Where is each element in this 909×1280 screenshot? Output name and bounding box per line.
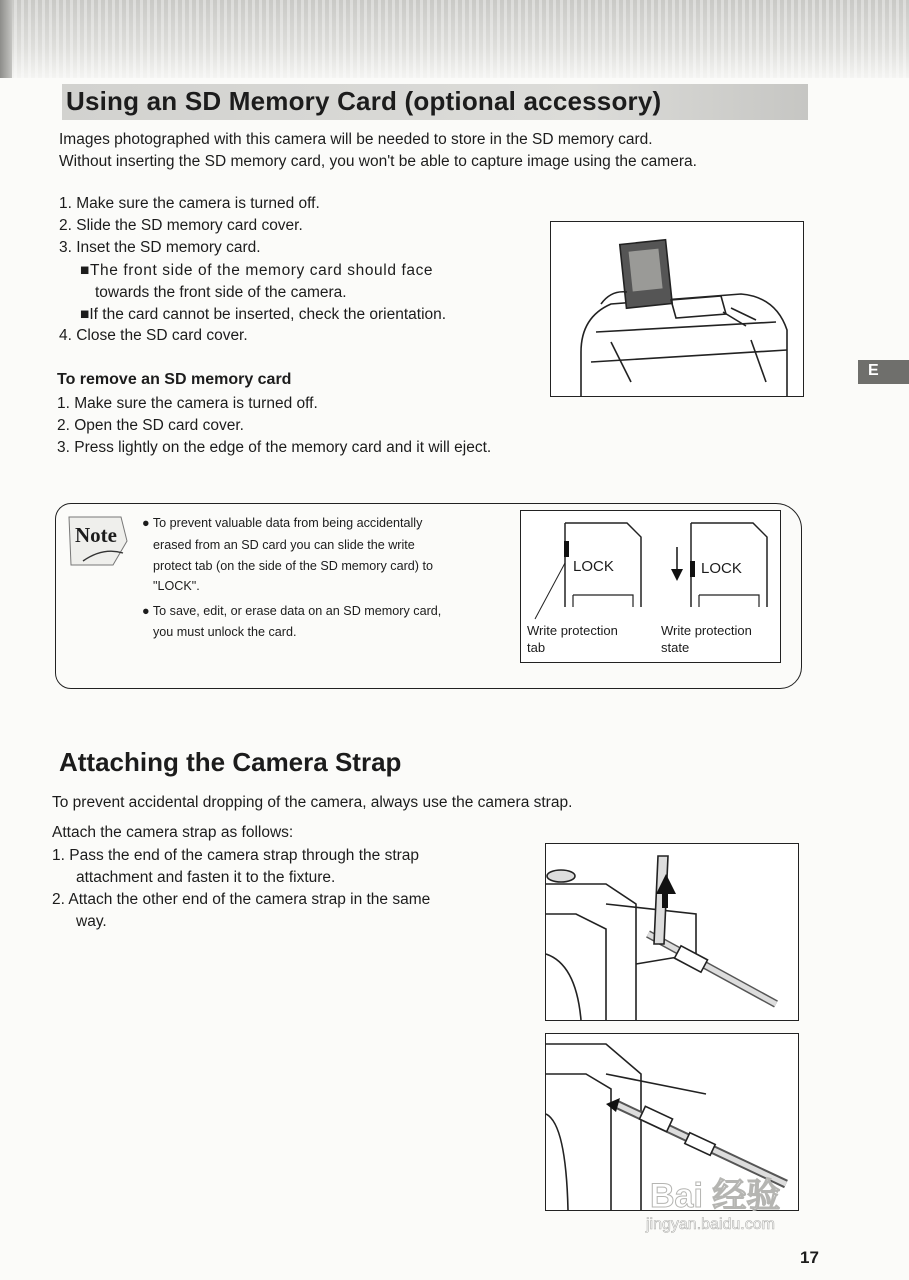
strap-intro: To prevent accidental dropping of the camera, always use the camera strap. [52,794,573,811]
remove-step-2: 2. Open the SD card cover. [57,417,244,434]
remove-card-heading: To remove an SD memory card [57,371,292,388]
camera-card-slot-drawing [551,222,803,396]
lock-label-right: LOCK [701,560,742,577]
step-3-bullet-2: ■If the card cannot be inserted, check the orientation. [80,306,447,323]
caption-left-line-2: tab [527,640,546,655]
step-4: 4. Close the SD card cover. [59,327,248,344]
caption-right-line-2: state [661,640,690,655]
camera-strap-through-lug-drawing [546,844,798,1020]
section-heading-sd-card [62,84,808,120]
step-3: 3. Inset the SD memory card. [59,239,261,256]
note-line-3: protect tab (on the side of the SD memory card) to [153,559,433,573]
step-2: 2. Slide the SD memory card cover. [59,217,303,234]
language-tab-label: E [868,362,879,379]
note-line-2: erased from an SD card you can slide the write [153,538,415,552]
lock-label-left: LOCK [573,558,614,575]
page-number: 17 [800,1248,819,1267]
remove-step-3: 3. Press lightly on the edge of the memory card and it will eject. [57,439,492,456]
sd-card-insert-illustration [550,221,804,397]
strap-step-1-cont: attachment and fasten it to the fixture. [76,869,336,886]
note-badge-label: Note [75,523,117,547]
intro-line-1: Images photographed with this camera will be needed to store in the SD memory card. [59,131,653,148]
strap-step-2: 2. Attach the other end of the camera strap in the same [52,891,431,908]
section-title-strap: Attaching the Camera Strap [59,747,402,777]
note-line-1: ● To prevent valuable data from being accidentally [142,516,423,530]
baidu-watermark-url: jingyan.baidu.com [646,1216,775,1233]
remove-step-1: 1. Make sure the camera is turned off. [57,395,318,412]
strap-step-2-cont: way. [76,913,107,930]
note-line-6: you must unlock the card. [153,625,297,639]
strap-step-1: 1. Pass the end of the camera strap through the strap [52,847,420,864]
scan-edge-shadow [0,0,12,78]
section-title-sd-card: Using an SD Memory Card (optional accessory) [66,86,662,116]
strap-illustration-1 [545,843,799,1021]
step-3-bullet-1-cont: towards the front side of the camera. [95,284,347,301]
step-1: 1. Make sure the camera is turned off. [59,195,320,212]
caption-right-line-1: Write protection [661,623,752,638]
intro-line-2: Without inserting the SD memory card, you won't be able to capture image using the camera. [59,153,697,170]
section-heading-strap [55,745,595,785]
write-protect-diagram [520,510,781,663]
note-line-5: ● To save, edit, or erase data on an SD memory card, [142,604,442,618]
caption-left-line-1: Write protection [527,623,618,638]
note-line-4: "LOCK". [153,579,200,593]
language-tab-e [858,360,909,384]
baidu-watermark-brand: Bai 经验 [650,1177,781,1215]
note-badge [63,511,133,573]
step-3-bullet-1: ■The front side of the memory card should face [80,262,434,279]
strap-lead: Attach the camera strap as follows: [52,824,294,841]
scan-header-band [0,0,909,78]
